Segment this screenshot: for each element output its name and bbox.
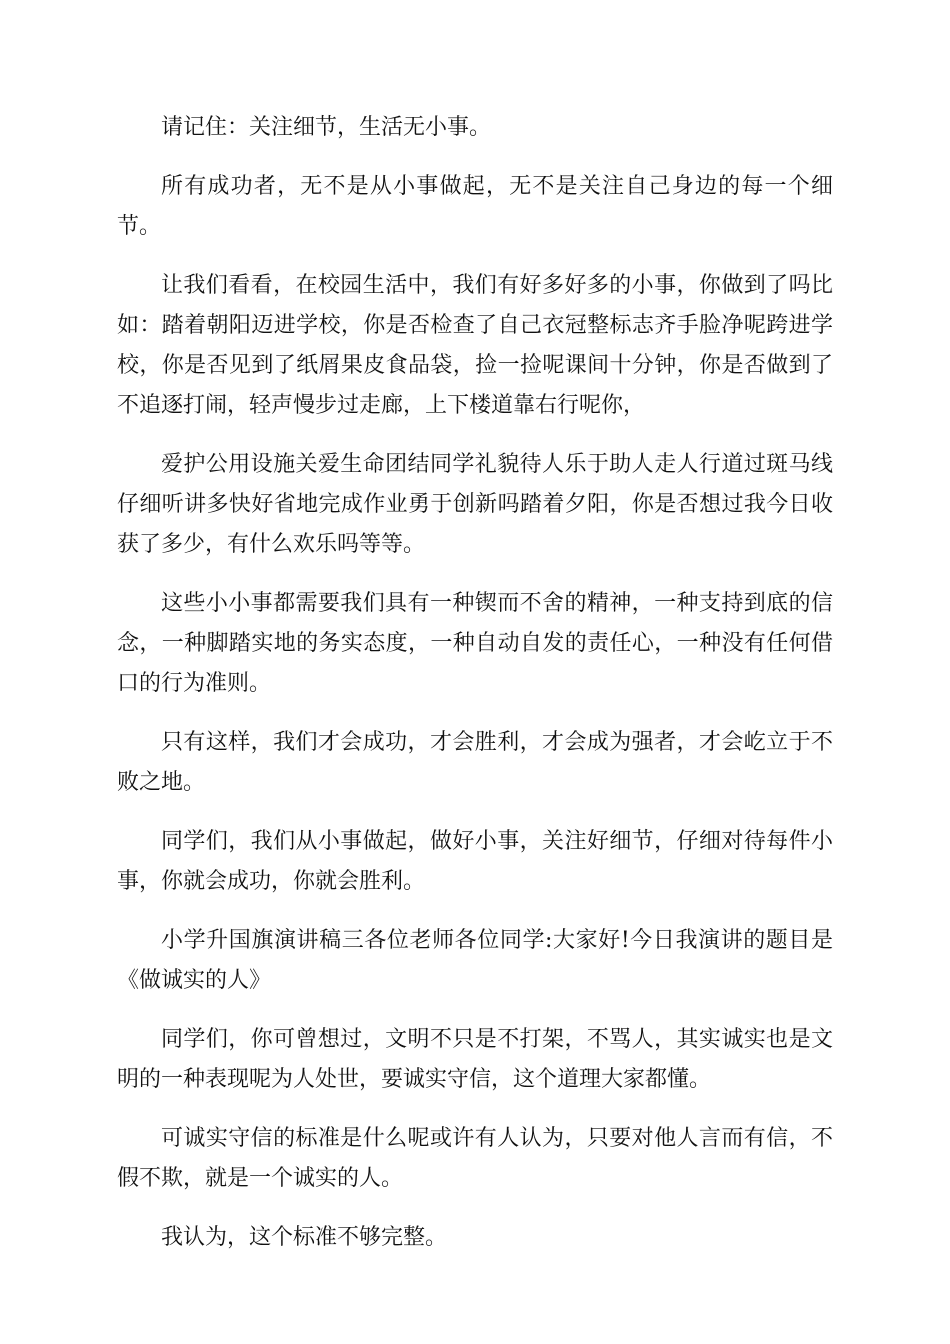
paragraph-8: 小学升国旗演讲稿三各位老师各位同学:大家好!今日我演讲的题目是《做诚实的人》 <box>117 928 833 993</box>
paragraph-5: 这些小小事都需要我们具有一种锲而不舍的精神，一种支持到底的信念，一种脚踏实地的务实态度，一种自动自发的责任心，一种没有任何借口的行为准则。 <box>117 591 833 696</box>
paragraph-4: 爱护公用设施关爱生命团结同学礼貌待人乐于助人走人行道过斑马线仔细听讲多快好省地完成作业勇于创新吗踏着夕阳，你是否想过我今日收获了多少，有什么欢乐吗等等。 <box>117 452 833 557</box>
paragraph-9: 同学们，你可曾想过，文明不只是不打架，不骂人，其实诚实也是文明的一种表现呢为人处世，要诚实守信，这个道理大家都懂。 <box>117 1027 833 1092</box>
paragraph-3: 让我们看看，在校园生活中，我们有好多好多的小事，你做到了吗比如：踏着朝阳迈进学校，你是否检查了自己衣冠整标志齐手脸净呢跨进学校，你是否见到了纸屑果皮食品袋，捡一捡呢课间十分钟，你是否做到了不追逐打闹，轻声慢步过走廊，上下楼道靠右行呢你， <box>117 273 833 418</box>
document-page <box>117 108 833 1277</box>
paragraph-10: 可诚实守信的标准是什么呢或许有人认为，只要对他人言而有信，不假不欺，就是一个诚实的人。 <box>117 1126 833 1191</box>
paragraph-1: 请记住：关注细节，生活无小事。 <box>161 115 492 140</box>
paragraph-2: 所有成功者，无不是从小事做起，无不是关注自己身边的每一个细节。 <box>117 174 833 239</box>
paragraph-11: 我认为，这个标准不够完整。 <box>161 1225 448 1250</box>
paragraph-6: 只有这样，我们才会成功，才会胜利，才会成为强者，才会屹立于不败之地。 <box>117 730 833 795</box>
paragraph-7: 同学们，我们从小事做起，做好小事，关注好细节，仔细对待每件小事，你就会成功，你就会胜利。 <box>117 829 833 894</box>
